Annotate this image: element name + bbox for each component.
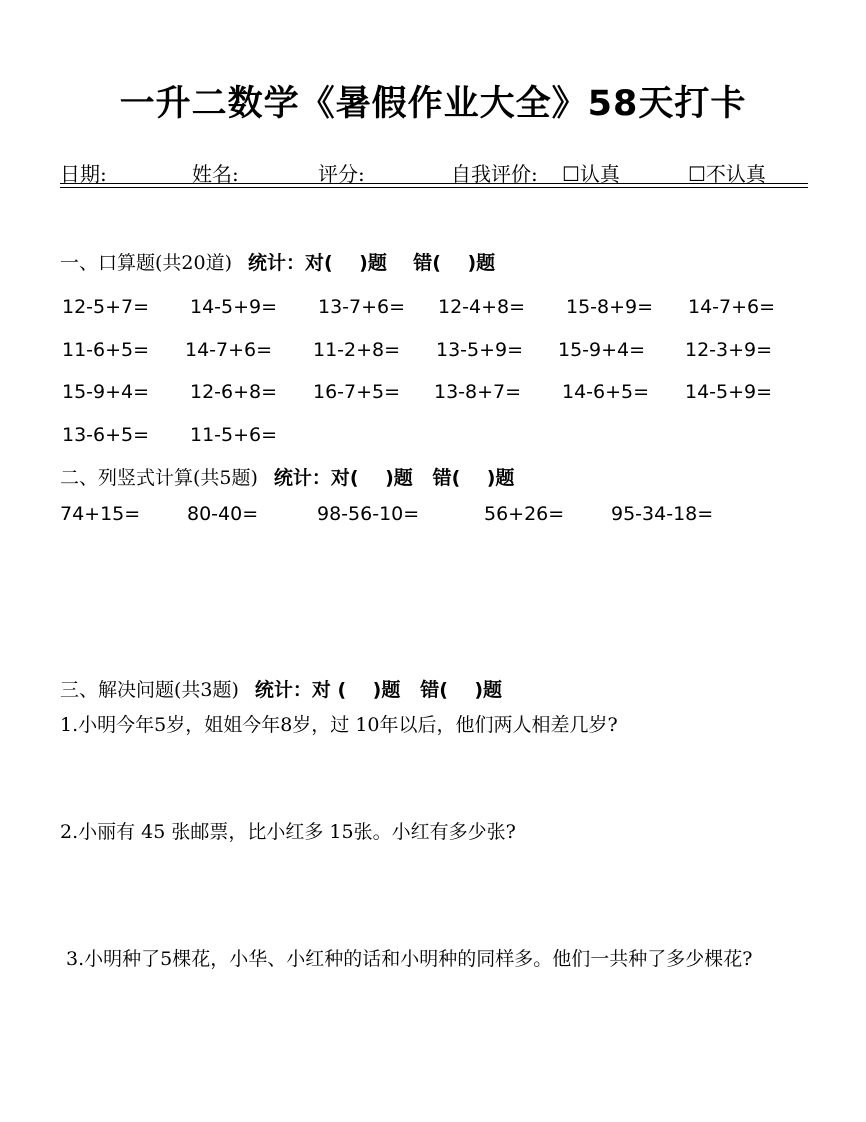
arithmetic-problem: 14-5+9= — [190, 296, 278, 318]
arithmetic-problem: 13-8+7= — [434, 381, 522, 403]
section1-stat: 统计：对( )题 错( )题 — [248, 252, 496, 274]
vertical-calc-problem: 95-34-18= — [611, 503, 714, 525]
section2-heading: 二、列竖式计算(共5题) — [60, 467, 258, 489]
arithmetic-problem: 14-5+9= — [685, 381, 773, 403]
word-problem-1: 1.小明今年5岁，姐姐今年8岁，过 10年以后，他们两人相差几岁? — [60, 714, 618, 736]
arithmetic-problem: 14-6+5= — [562, 381, 650, 403]
arithmetic-problem: 15-9+4= — [558, 339, 646, 361]
self-eval-label: 自我评价: — [451, 162, 538, 186]
arithmetic-problem: 14-7+6= — [688, 296, 776, 318]
arithmetic-problem: 11-6+5= — [62, 339, 150, 361]
header-divider — [60, 183, 808, 184]
section2-heading-row — [60, 463, 514, 490]
arithmetic-problem: 14-7+6= — [185, 339, 273, 361]
section3-stat: 统计：对 ( )题 错( )题 — [254, 679, 503, 701]
arithmetic-problem: 13-7+6= — [318, 296, 406, 318]
word-problem-2: 2.小丽有 45 张邮票，比小红多 15张。小红有多少张? — [60, 821, 516, 843]
vertical-calc-problem: 56+26= — [484, 503, 565, 525]
header-divider-thin — [60, 187, 808, 188]
arithmetic-problem: 12-6+8= — [190, 381, 278, 403]
option-serious-checkbox[interactable]: ☐认真 — [562, 162, 620, 186]
name-label: 姓名: — [192, 162, 239, 186]
arithmetic-problem: 11-2+8= — [313, 339, 401, 361]
date-label: 日期: — [60, 162, 107, 186]
word-problem-3: 3.小明种了5棵花，小华、小红种的话和小明种的同样多。他们一共种了多少棵花? — [60, 948, 753, 970]
vertical-calc-problem: 80-40= — [187, 503, 259, 525]
arithmetic-problem: 16-7+5= — [313, 381, 401, 403]
page-title: 一升二数学《暑假作业大全》58天打卡 — [119, 84, 747, 124]
section3-heading: 三、解决问题(共3题) — [60, 679, 239, 701]
arithmetic-problem: 12-5+7= — [62, 296, 150, 318]
arithmetic-problem: 15-8+9= — [566, 296, 654, 318]
arithmetic-problem: 13-6+5= — [62, 424, 150, 446]
section2-stat: 统计：对( )题 错( )题 — [273, 467, 515, 489]
section1-heading: 一、口算题(共20道) — [60, 252, 233, 274]
arithmetic-problem: 15-9+4= — [62, 381, 150, 403]
vertical-calc-problem: 74+15= — [60, 503, 141, 525]
info-header — [60, 158, 808, 186]
arithmetic-problem: 12-3+9= — [685, 339, 773, 361]
section3-heading-row — [60, 675, 502, 702]
arithmetic-problem: 13-5+9= — [436, 339, 524, 361]
arithmetic-problem: 11-5+6= — [190, 424, 278, 446]
option-not-serious-checkbox[interactable]: ☐不认真 — [688, 162, 766, 186]
vertical-calc-problem: 98-56-10= — [317, 503, 420, 525]
section1-heading-row — [60, 248, 495, 275]
score-label: 评分: — [318, 162, 365, 186]
arithmetic-problem: 12-4+8= — [438, 296, 526, 318]
